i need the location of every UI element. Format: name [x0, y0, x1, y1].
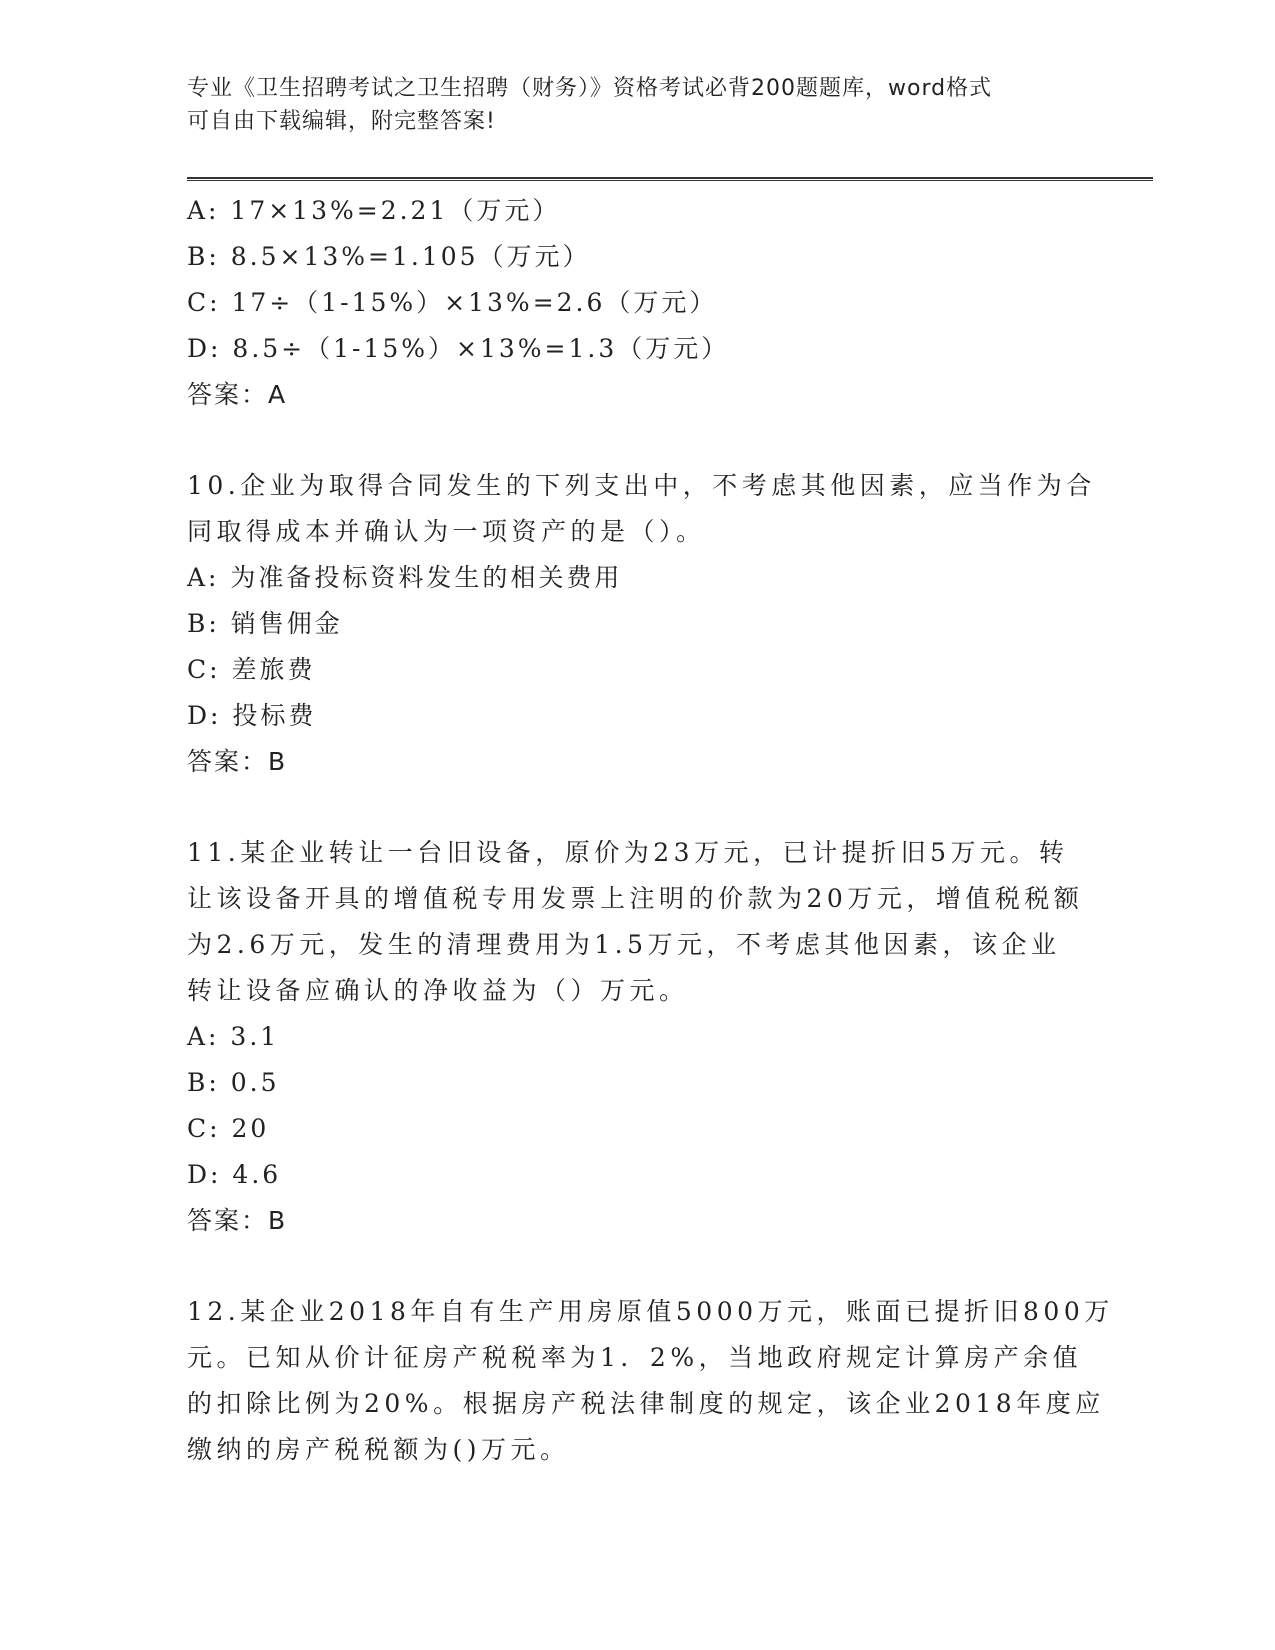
- header-line-1: 专业《卫生招聘考试之卫生招聘（财务）》资格考试必背200题题库，word格式: [187, 76, 993, 101]
- question-10-option-b: B: 销售佣金: [187, 609, 343, 638]
- spacer: [187, 418, 1087, 463]
- spacer: [187, 785, 1087, 830]
- header-line-2: 可自由下载编辑，附完整答案!: [187, 109, 496, 134]
- question-11-stem-line: 让该设备开具的增值税专用发票上注明的价款为20万元，增值税税额: [187, 884, 1084, 913]
- question-9-answer: 答案：A: [187, 380, 288, 409]
- question-11-stem: [187, 830, 1087, 1014]
- question-11-option-d: D: 4.6: [187, 1160, 282, 1189]
- question-12-stem-line: 元。已知从价计征房产税税率为1．2%，当地政府规定计算房产余值: [187, 1343, 1083, 1372]
- spacer: [187, 1244, 1087, 1289]
- document-header: [187, 72, 1067, 138]
- question-10-option-d: D: 投标费: [187, 701, 317, 730]
- question-10-stem-line: 同取得成本并确认为一项资产的是（）。: [187, 517, 706, 546]
- question-12-stem-line: 的扣除比例为20%。根据房产税法律制度的规定，该企业2018年度应: [187, 1389, 1105, 1418]
- question-11-option-a: A: 3.1: [187, 1022, 280, 1051]
- question-10-answer: 答案：B: [187, 747, 288, 776]
- question-11-option-c: C: 20: [187, 1114, 270, 1143]
- question-10-block: [187, 463, 1096, 785]
- question-11-stem-line: 转让设备应确认的净收益为（）万元。: [187, 976, 689, 1005]
- question-12-stem-line: 12.某企业2018年自有生产用房原值5000万元，账面已提折旧800万: [187, 1297, 1114, 1326]
- question-11-stem-line: 为2.6万元，发生的清理费用为1.5万元，不考虑其他因素，该企业: [187, 930, 1061, 959]
- question-9-option-d: D: 8.5÷（1-15%）×13%=1.3（万元）: [187, 334, 730, 363]
- question-12-stem-line: 缴纳的房产税税额为()万元。: [187, 1435, 570, 1464]
- question-10-stem-line: 10.企业为取得合同发生的下列支出中，不考虑其他因素，应当作为合: [187, 471, 1096, 500]
- question-11-option-b: B: 0.5: [187, 1068, 280, 1097]
- question-10-option-a: A: 为准备投标资料发生的相关费用: [187, 563, 623, 592]
- question-10-option-c: C: 差旅费: [187, 655, 316, 684]
- question-list: [187, 188, 1114, 1473]
- header-divider: [187, 177, 1153, 181]
- question-9-option-c: C: 17÷（1-15%）×13%=2.6（万元）: [187, 288, 718, 317]
- question-12-block: [187, 1289, 1114, 1473]
- question-9-option-a: A: 17×13%=2.21（万元）: [187, 196, 561, 225]
- question-11-block: [187, 830, 1087, 1244]
- question-12-stem: [187, 1289, 1114, 1473]
- question-11-stem-line: 11.某企业转让一台旧设备，原价为23万元，已计提折旧5万元。转: [187, 838, 1069, 867]
- question-11-answer: 答案：B: [187, 1206, 288, 1235]
- question-9-option-b: B: 8.5×13%=1.105（万元）: [187, 242, 591, 271]
- question-9-block: [187, 188, 1087, 418]
- question-10-stem: [187, 463, 1096, 555]
